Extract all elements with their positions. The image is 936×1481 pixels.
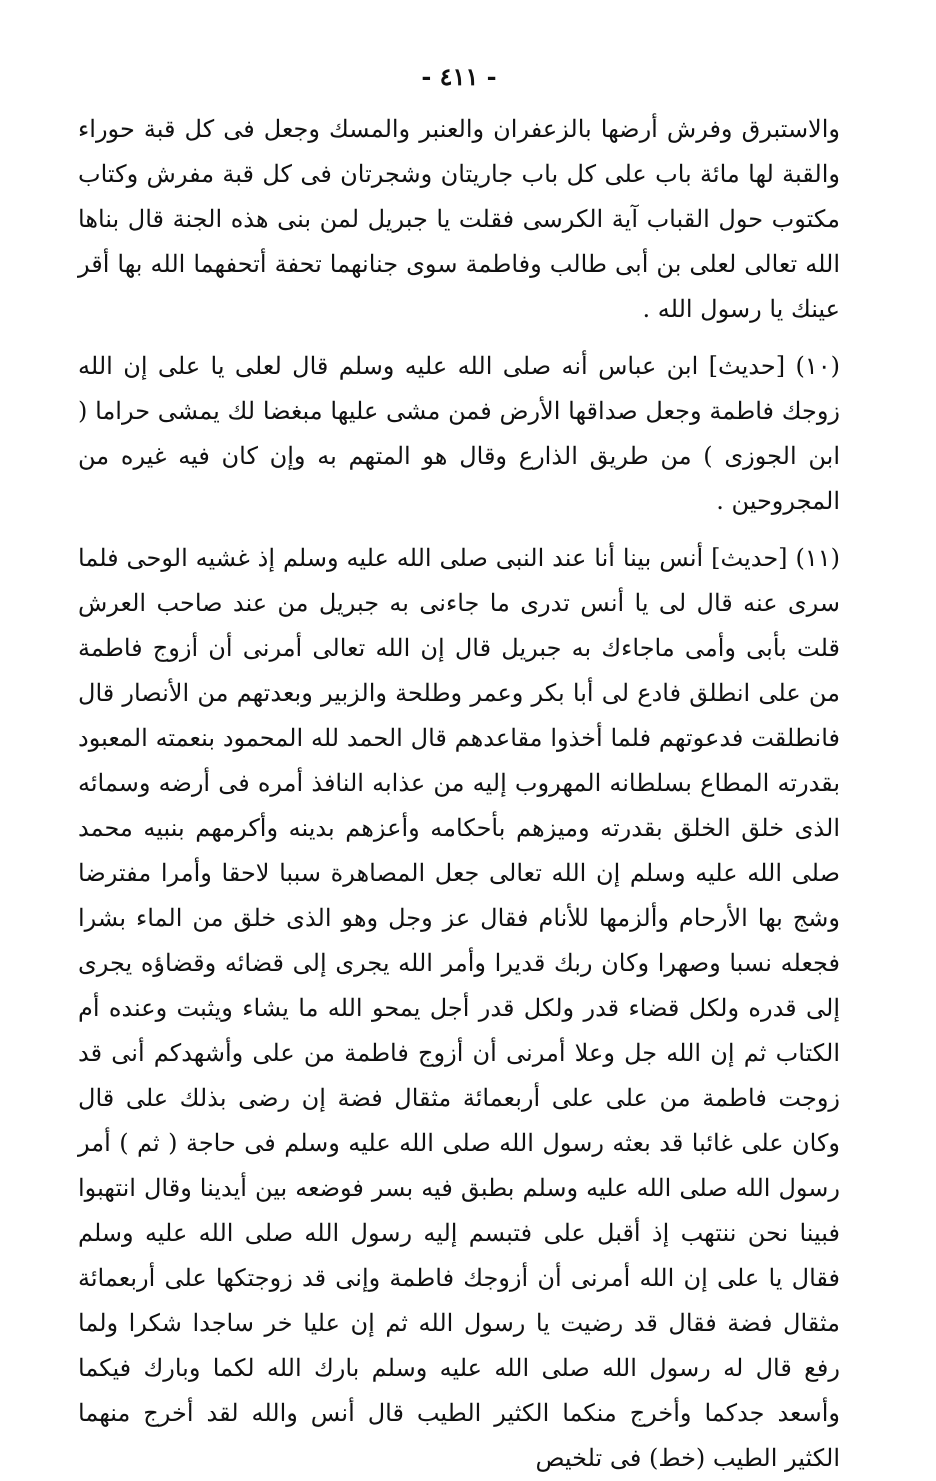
body-text	[78, 107, 840, 1481]
page-number: - ٤١١ -	[421, 62, 497, 91]
paragraph-hadith-10: (١٠) [حديث] ابن عباس أنه صلى الله عليه وسلم قال لعلى يا على إن الله زوجك فاطمة وجعل صداقها الأرض فمن مشى عليها مبغضا لك يمشى حراما ( ابن الجوزى ) من طريق الذارع وقال هو المتهم به وإن كان فيه غيره من المجروحين .	[78, 352, 840, 515]
paragraph-hadith-11: (١١) [حديث] أنس بينا أنا عند النبى صلى الله عليه وسلم إذ غشيه الوحى فلما سرى عنه قال لى يا أنس تدرى ما جاءنى به جبريل من عند صاحب العرش قلت بأبى وأمى ماجاءك به جبريل قال إن الله تعالى أمرنى أن أزوج فاطمة من على انطلق فادع لى أبا بكر وعمر وطلحة والزبير وبعدتهم من الأنصار قال فانطلقت فدعوتهم فلما أخذوا مقاعدهم قال الحمد لله المحمود بنعمته المعبود بقدرته المطاع بسلطانه المهروب إليه من عذابه النافذ أمره فى أرضه وسمائه الذى خلق الخلق بقدرته وميزهم بأحكامه وأعزهم بدينه وأكرمهم بنبيه محمد صلى الله عليه وسلم إن الله تعالى جعل المصاهرة سببا لاحقا وأمرا مفترضا وشج بها الأرحام وألزمها للأنام فقال عز وجل وهو الذى خلق من الماء بشرا فجعله نسبا وصهرا وكان ربك قديرا وأمر الله يجرى إلى قضائه وقضاؤه يجرى إلى قدره ولكل قضاء قدر ولكل قدر أجل يمحو الله ما يشاء ويثبت وعنده أم الكتاب ثم إن الله جل وعلا أمرنى أن أزوج فاطمة من على وأشهدكم أنى قد زوجت فاطمة من على على أربعمائة مثقال فضة إن رضى بذلك على قال وكان على غائبا قد بعثه رسول الله صلى الله عليه وسلم فى حاجة ( ثم ) أمر رسول الله صلى الله عليه وسلم بطبق فيه بسر فوضعه بين أيدينا وقال انتهبوا فبينا نحن ننتهب إذ أقبل على فتبسم إليه رسول الله صلى الله عليه وسلم فقال يا على إن الله أمرنى أن أزوجك فاطمة وإنى قد زوجتكها على أربعمائة مثقال فضة فقال قد رضيت يا رسول الله ثم إن عليا خر ساجدا شكرا ولما رفع قال له رسول الله صلى الله عليه وسلم بارك الله لكما وبارك فيكما وأسعد جدكما وأخرج منكما الكثير الطيب قال أنس والله لقد أخرج منهما الكثير الطيب (خط) فى تلخيص	[78, 544, 841, 1472]
paragraph-continuation: والاستبرق وفرش أرضها بالزعفران والعنبر والمسك وجعل فى كل قبة حوراء والقبة لها مائة باب على كل باب جاريتان وشجرتان فى كل قبة مفرش وكتاب مكتوب حول القباب آية الكرسى فقلت يا جبريل لمن بنى هذه الجنة قال بناها الله تعالى لعلى بن أبى طالب وفاطمة سوى جنانهما تحفة أتحفهما الله بها أقر عينك يا رسول الله .	[78, 115, 841, 323]
